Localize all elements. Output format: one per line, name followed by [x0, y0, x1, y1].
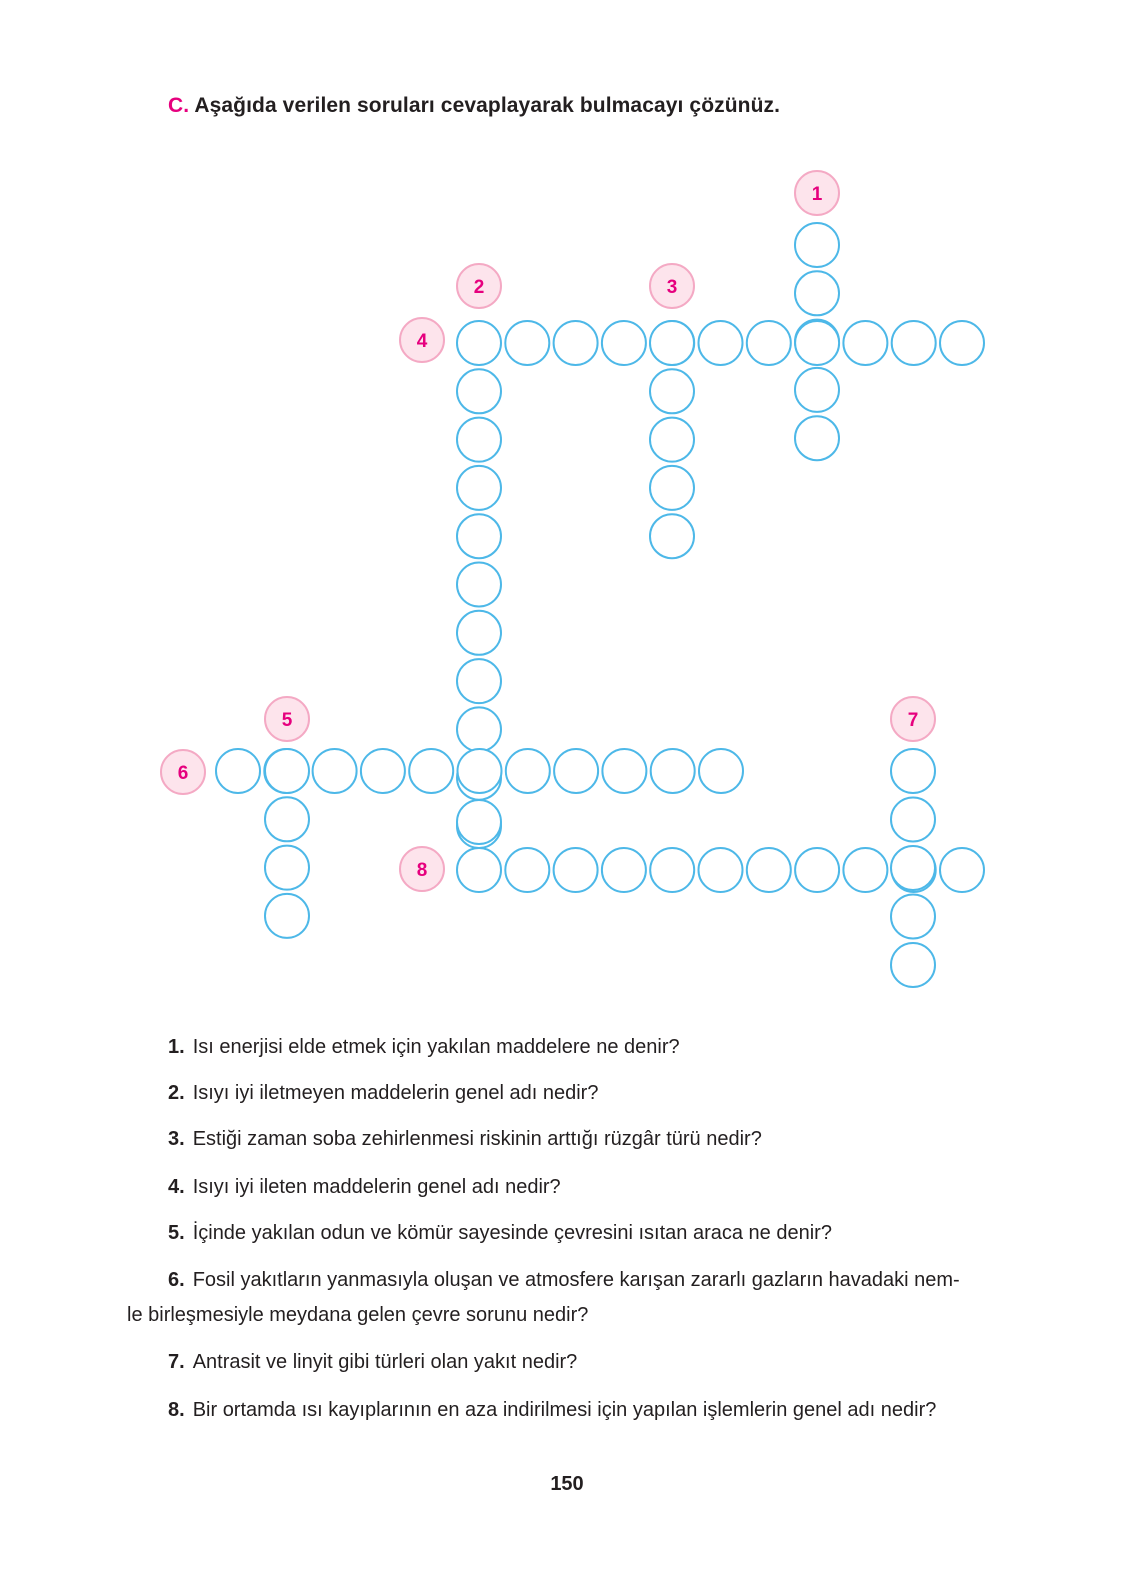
clue-number: 1	[811, 184, 823, 205]
question-6-continuation: le birleşmesiyle meydana gelen çevre sorunu nedir?	[127, 1304, 589, 1326]
clue-badge-3	[650, 264, 694, 308]
clue-number: 7	[907, 710, 919, 731]
clue-number: 5	[281, 710, 293, 731]
crossword-cell[interactable]	[650, 514, 694, 558]
question-4	[168, 1177, 561, 1197]
crossword-cell[interactable]	[457, 563, 501, 607]
question-number: 4.	[168, 1176, 185, 1198]
crossword-cell[interactable]	[505, 321, 549, 365]
crossword-cell[interactable]	[457, 611, 501, 655]
question-text: Antrasit ve linyit gibi türleri olan yakıt nedir?	[192, 1351, 578, 1373]
crossword-cell[interactable]	[795, 848, 839, 892]
question-text: Isıyı iyi iletmeyen maddelerin genel adı nedir?	[192, 1082, 599, 1104]
crossword-cell[interactable]	[699, 848, 743, 892]
crossword-cell[interactable]	[747, 321, 791, 365]
crossword-cell[interactable]	[843, 848, 887, 892]
crossword-cell[interactable]	[650, 321, 694, 365]
clue-number: 6	[177, 763, 189, 784]
crossword-cell[interactable]	[699, 321, 743, 365]
question-7	[168, 1352, 577, 1372]
question-number: 2.	[168, 1082, 185, 1104]
question-number: 8.	[168, 1399, 185, 1421]
crossword-cell[interactable]	[891, 798, 935, 842]
crossword-cell[interactable]	[216, 749, 260, 793]
crossword-cell[interactable]	[747, 848, 791, 892]
question-number: 7.	[168, 1351, 185, 1373]
crossword-cell[interactable]	[265, 846, 309, 890]
question-text: Isıyı iyi ileten maddelerin genel adı nedir?	[192, 1176, 561, 1198]
crossword-cell[interactable]	[457, 369, 501, 413]
page-number: 150	[550, 1473, 584, 1495]
question-number: 5.	[168, 1222, 185, 1244]
crossword-cell[interactable]	[361, 749, 405, 793]
question-text: Isı enerjisi elde etmek için yakılan maddelere ne denir?	[192, 1036, 680, 1058]
crossword-cell[interactable]	[795, 223, 839, 267]
question-6	[168, 1270, 960, 1290]
crossword-cell[interactable]	[651, 749, 695, 793]
crossword-cell[interactable]	[313, 749, 357, 793]
crossword-cell[interactable]	[457, 514, 501, 558]
question-text: İçinde yakılan odun ve kömür sayesinde çevresini ısıtan araca ne denir?	[192, 1222, 832, 1244]
question-5	[168, 1223, 832, 1243]
crossword-cell[interactable]	[458, 749, 502, 793]
crossword-cell[interactable]	[795, 321, 839, 365]
question-text: Estiği zaman soba zehirlenmesi riskinin arttığı rüzgâr türü nedir?	[192, 1128, 762, 1150]
crossword-cell[interactable]	[843, 321, 887, 365]
crossword-cell[interactable]	[457, 466, 501, 510]
clue-number: 3	[666, 277, 678, 298]
crossword-cell[interactable]	[506, 749, 550, 793]
question-number: 1.	[168, 1036, 185, 1058]
crossword-cell[interactable]	[554, 848, 598, 892]
crossword-cell[interactable]	[795, 416, 839, 460]
clue-badge-7	[891, 697, 935, 741]
crossword-cell[interactable]	[795, 368, 839, 412]
question-number: 6.	[168, 1269, 185, 1291]
clue-badge-4	[400, 318, 444, 362]
crossword-cell[interactable]	[650, 418, 694, 462]
clue-badge-5	[265, 697, 309, 741]
crossword-cell[interactable]	[891, 749, 935, 793]
crossword-cell[interactable]	[891, 846, 935, 890]
crossword-cell[interactable]	[940, 848, 984, 892]
crossword-cell[interactable]	[457, 800, 501, 844]
question-3	[168, 1129, 762, 1149]
crossword-cell[interactable]	[602, 321, 646, 365]
crossword-cell[interactable]	[650, 369, 694, 413]
crossword-cell[interactable]	[940, 321, 984, 365]
clue-badge-6	[161, 750, 205, 794]
crossword-cell[interactable]	[457, 659, 501, 703]
crossword-cell[interactable]	[265, 749, 309, 793]
crossword-cell[interactable]	[457, 707, 501, 751]
clue-number: 8	[416, 860, 428, 881]
crossword-cell[interactable]	[650, 848, 694, 892]
crossword-cell[interactable]	[891, 943, 935, 987]
crossword-cell[interactable]	[409, 749, 453, 793]
crossword-cell[interactable]	[650, 466, 694, 510]
question-number: 3.	[168, 1128, 185, 1150]
question-text: Bir ortamda ısı kayıplarının en aza indirilmesi için yapılan işlemlerin genel adı nedir?	[192, 1399, 937, 1421]
crossword-cell[interactable]	[602, 749, 646, 793]
crossword-cell[interactable]	[457, 848, 501, 892]
clue-number: 4	[416, 331, 428, 352]
crossword-cell[interactable]	[457, 321, 501, 365]
question-2	[168, 1083, 598, 1103]
clue-number: 2	[473, 277, 485, 298]
crossword-cell[interactable]	[602, 848, 646, 892]
question-8	[168, 1400, 936, 1420]
question-text: Fosil yakıtların yanmasıyla oluşan ve atmosfere karışan zararlı gazların havadaki nem-	[192, 1269, 960, 1291]
crossword-cell[interactable]	[699, 749, 743, 793]
question-1	[168, 1037, 680, 1057]
instruction-text: Aşağıda verilen soruları cevaplayarak bulmacayı çözünüz.	[194, 94, 781, 117]
crossword-cell[interactable]	[265, 797, 309, 841]
crossword-cell[interactable]	[795, 271, 839, 315]
crossword-cell[interactable]	[554, 321, 598, 365]
crossword-cell[interactable]	[892, 321, 936, 365]
clue-badge-2	[457, 264, 501, 308]
section-letter: C.	[168, 94, 190, 117]
crossword-cell[interactable]	[554, 749, 598, 793]
crossword-cell[interactable]	[505, 848, 549, 892]
crossword-cell[interactable]	[457, 418, 501, 462]
clue-badge-8	[400, 847, 444, 891]
crossword-cell[interactable]	[891, 895, 935, 939]
clue-badge-1	[795, 171, 839, 215]
crossword-cell[interactable]	[265, 894, 309, 938]
